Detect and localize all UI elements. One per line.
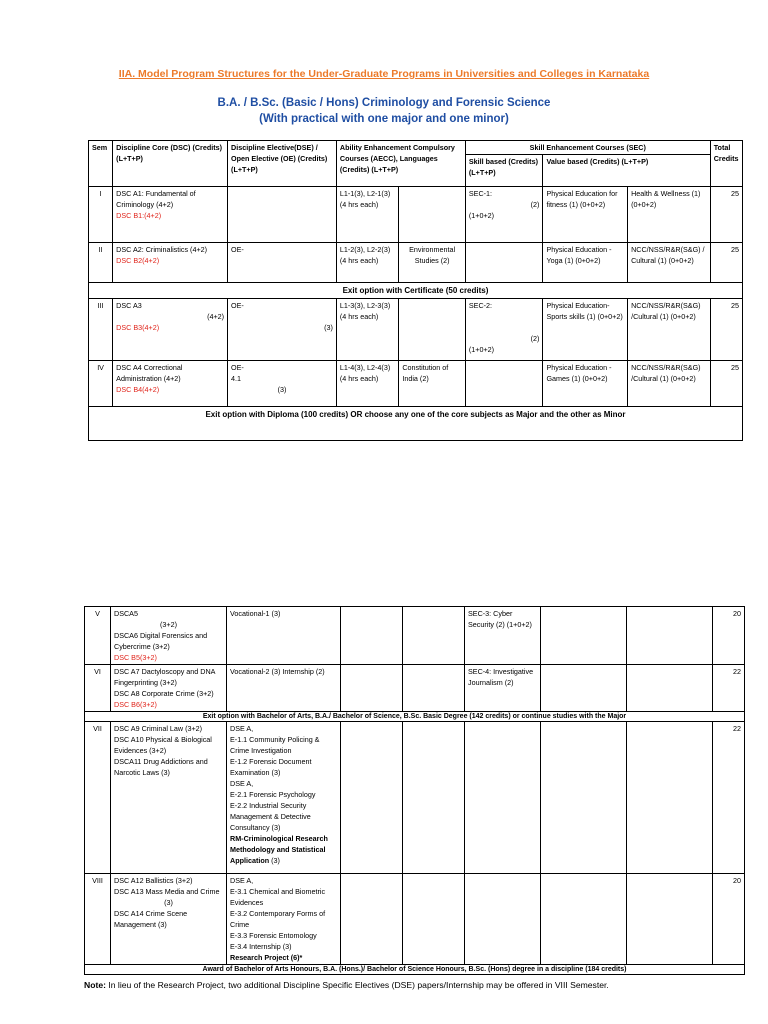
col-aecc: Ability Enhancement Compulsory Courses (AECC), Languages (Credits) (L+T+P) bbox=[336, 141, 465, 187]
dsc-minor: DSC B2(4+2) bbox=[116, 256, 160, 265]
total-credits: 22 bbox=[713, 722, 745, 874]
total-credits: 20 bbox=[713, 874, 745, 965]
dsc-cell: DSC A3 (4+2) DSC B3(4+2) bbox=[113, 299, 228, 361]
lang-cell: L1-3(3), L2-3(3) (4 hrs each) bbox=[336, 299, 398, 361]
total-credits: 22 bbox=[713, 665, 745, 712]
dsc-cell: DSC A7 Dactyloscopy and DNA Fingerprinting (3+2) DSC A8 Corporate Crime (3+2) DSC B6(3+2) bbox=[111, 665, 227, 712]
value-cell-2 bbox=[627, 607, 713, 665]
skill-cell: SEC-4: Investigative Journalism (2) bbox=[465, 665, 541, 712]
total-credits: 25 bbox=[710, 299, 742, 361]
row-sem-4 bbox=[89, 361, 743, 407]
note-text: In lieu of the Research Project, two additional Discipline Specific Electives (DSE) papers/Internship may be offered in VIII Semester. bbox=[108, 980, 609, 990]
sem-number: VIII bbox=[85, 874, 111, 965]
row-exit-basic-degree bbox=[85, 712, 745, 722]
col-value: Value based (Credits) (L+T+P) bbox=[543, 155, 710, 187]
dsc-minor: DSC B5(3+2) bbox=[114, 653, 157, 662]
sem-number: VI bbox=[85, 665, 111, 712]
value-cell-2 bbox=[627, 665, 713, 712]
dsc-cell: DSCA5 (3+2) DSCA6 Digital Forensics and Cybercrime (3+2) DSC B5(3+2) bbox=[111, 607, 227, 665]
lang-cell: L1-4(3), L2-4(3) (4 hrs each) bbox=[336, 361, 398, 407]
col-sem: Sem bbox=[89, 141, 113, 187]
col-skill: Skill based (Credits) (L+T+P) bbox=[465, 155, 543, 187]
program-subtitle: (With practical with one major and one minor) bbox=[259, 113, 509, 125]
note-label: Note: bbox=[84, 980, 106, 990]
dsc-minor: DSC B4(4+2) bbox=[116, 385, 160, 394]
program-table-sem-5-8 bbox=[84, 606, 745, 975]
total-credits: 25 bbox=[710, 187, 742, 243]
dse-cell: DSE A, E-3.1 Chemical and Biometric Evidences E-3.2 Contemporary Forms of Crime E-3.3 Forensic Entomology E-3.4 Internship (3) Research Project (6)* bbox=[227, 874, 341, 965]
row-sem-1 bbox=[89, 187, 743, 243]
lang-cell bbox=[341, 874, 403, 965]
row-sem-6 bbox=[85, 665, 745, 712]
aecc-cell bbox=[403, 722, 465, 874]
sem-number: VII bbox=[85, 722, 111, 874]
dsc-cell: DSC A9 Criminal Law (3+2) DSC A10 Physical & Biological Evidences (3+2) DSCA11 Drug Addictions and Narcotic Laws (3) bbox=[111, 722, 227, 874]
dse-cell: DSE A, E-1.1 Community Policing & Crime Investigation E-1.2 Forensic Document Examination (3) DSE A, E-2.1 Forensic Psychology E-2.2 Industrial Security Management & Detective Consultancy (3) RM-Criminological Research Methodology and Statistical Application (3) bbox=[227, 722, 341, 874]
col-dse: Discipline Elective(DSE) / Open Elective (OE) (Credits) (L+T+P) bbox=[228, 141, 337, 187]
value-cell-1: Physical Education for fitness (1) (0+0+2) bbox=[543, 187, 628, 243]
dsc-minor: DSC B6(3+2) bbox=[114, 700, 157, 709]
value-cell-2 bbox=[627, 722, 713, 874]
value-cell-2: NCC/NSS/R&R(S&G) /Cultural (1) (0+0+2) bbox=[628, 361, 711, 407]
program-title: B.A. / B.Sc. (Basic / Hons) Criminology and Forensic Science bbox=[217, 97, 551, 109]
exit-diploma: Exit option with Diploma (100 credits) OR choose any one of the core subjects as Major and the other as Minor bbox=[89, 407, 743, 441]
lang-cell bbox=[341, 665, 403, 712]
row-sem-8 bbox=[85, 874, 745, 965]
row-sem-5 bbox=[85, 607, 745, 665]
row-sem-7 bbox=[85, 722, 745, 874]
dse-cell: OE- 4.1 (3) bbox=[228, 361, 337, 407]
skill-cell bbox=[465, 243, 543, 283]
value-cell-2 bbox=[627, 874, 713, 965]
skill-cell bbox=[465, 874, 541, 965]
sem-number: II bbox=[89, 243, 113, 283]
col-total: Total Credits bbox=[710, 141, 742, 187]
total-credits: 25 bbox=[710, 243, 742, 283]
value-cell-1: Physical Education- Sports skills (1) (0+0+2) bbox=[543, 299, 628, 361]
row-sem-2 bbox=[89, 243, 743, 283]
value-cell-1: Physical Education - Yoga (1) (0+0+2) bbox=[543, 243, 628, 283]
aecc-cell bbox=[403, 665, 465, 712]
dse-cell: OE- bbox=[228, 243, 337, 283]
dse-cell bbox=[228, 187, 337, 243]
dse-cell: Vocational-2 (3) Internship (2) bbox=[227, 665, 341, 712]
skill-cell: SEC-3: Cyber Security (2) (1+0+2) bbox=[465, 607, 541, 665]
aecc-cell bbox=[403, 874, 465, 965]
lang-cell: L1-2(3), L2-2(3) (4 hrs each) bbox=[336, 243, 398, 283]
skill-cell: SEC-1: (2) (1+0+2) bbox=[465, 187, 543, 243]
aecc-cell bbox=[403, 607, 465, 665]
value-cell-1 bbox=[541, 874, 627, 965]
dsc-cell: DSC A12 Ballistics (3+2) DSC A13 Mass Media and Crime (3) DSC A14 Crime Scene Management (3) bbox=[111, 874, 227, 965]
aecc-cell bbox=[399, 299, 466, 361]
value-cell-1 bbox=[541, 607, 627, 665]
skill-cell: SEC-2: (2) (1+0+2) bbox=[465, 299, 543, 361]
dse-cell: OE- (3) bbox=[228, 299, 337, 361]
exit-basic-degree: Exit option with Bachelor of Arts, B.A./ Bachelor of Science, B.Sc. Basic Degree (142 credits) or continue studies with the Major bbox=[85, 712, 745, 722]
value-cell-1 bbox=[541, 665, 627, 712]
row-award bbox=[85, 965, 745, 975]
skill-cell bbox=[465, 722, 541, 874]
dsc-minor: DSC B1:(4+2) bbox=[116, 211, 162, 220]
value-cell-2: NCC/NSS/R&R(S&G) /Cultural (1) (0+0+2) bbox=[628, 299, 711, 361]
aecc-cell: Environmental Studies (2) bbox=[399, 243, 466, 283]
row-exit-certificate bbox=[89, 283, 743, 299]
exit-certificate: Exit option with Certificate (50 credits) bbox=[89, 283, 743, 299]
sem-number: V bbox=[85, 607, 111, 665]
value-cell-2: NCC/NSS/R&R(S&G) / Cultural (1) (0+0+2) bbox=[628, 243, 711, 283]
sem-number: I bbox=[89, 187, 113, 243]
lang-cell bbox=[341, 607, 403, 665]
award-honours: Award of Bachelor of Arts Honours, B.A. (Hons.)/ Bachelor of Science Honours, B.Sc. (Hons) degree in a discipline (184 credits) bbox=[85, 965, 745, 975]
dsc-cell: DSC A4 Correctional Administration (4+2) DSC B4(4+2) bbox=[113, 361, 228, 407]
dse-cell: Vocational-1 (3) bbox=[227, 607, 341, 665]
dsc-cell: DSC A1: Fundamental of Criminology (4+2) DSC B1:(4+2) bbox=[113, 187, 228, 243]
sem-number: III bbox=[89, 299, 113, 361]
sem-number: IV bbox=[89, 361, 113, 407]
value-cell-2: Health & Wellness (1) (0+0+2) bbox=[628, 187, 711, 243]
total-credits: 20 bbox=[713, 607, 745, 665]
row-exit-diploma bbox=[89, 407, 743, 441]
aecc-cell: Constitution of India (2) bbox=[399, 361, 466, 407]
lang-cell bbox=[341, 722, 403, 874]
value-cell-1: Physical Education - Games (1) (0+0+2) bbox=[543, 361, 628, 407]
skill-cell bbox=[465, 361, 543, 407]
col-dsc: Discipline Core (DSC) (Credits) (L+T+P) bbox=[113, 141, 228, 187]
footnote bbox=[84, 980, 609, 990]
total-credits: 25 bbox=[710, 361, 742, 407]
program-table-sem-1-4 bbox=[88, 140, 743, 441]
dsc-cell: DSC A2: Criminalistics (4+2) DSC B2(4+2) bbox=[113, 243, 228, 283]
value-cell-1 bbox=[541, 722, 627, 874]
document-title: IIA. Model Program Structures for the Under-Graduate Programs in Universities and Colleges in Karnataka bbox=[118, 68, 650, 80]
dsc-minor: DSC B3(4+2) bbox=[116, 323, 160, 332]
row-sem-3 bbox=[89, 299, 743, 361]
lang-cell: L1-1(3), L2-1(3) (4 hrs each) bbox=[336, 187, 398, 243]
col-sec: Skill Enhancement Courses (SEC) bbox=[465, 141, 710, 155]
header-row bbox=[89, 141, 743, 155]
aecc-cell bbox=[399, 187, 466, 243]
